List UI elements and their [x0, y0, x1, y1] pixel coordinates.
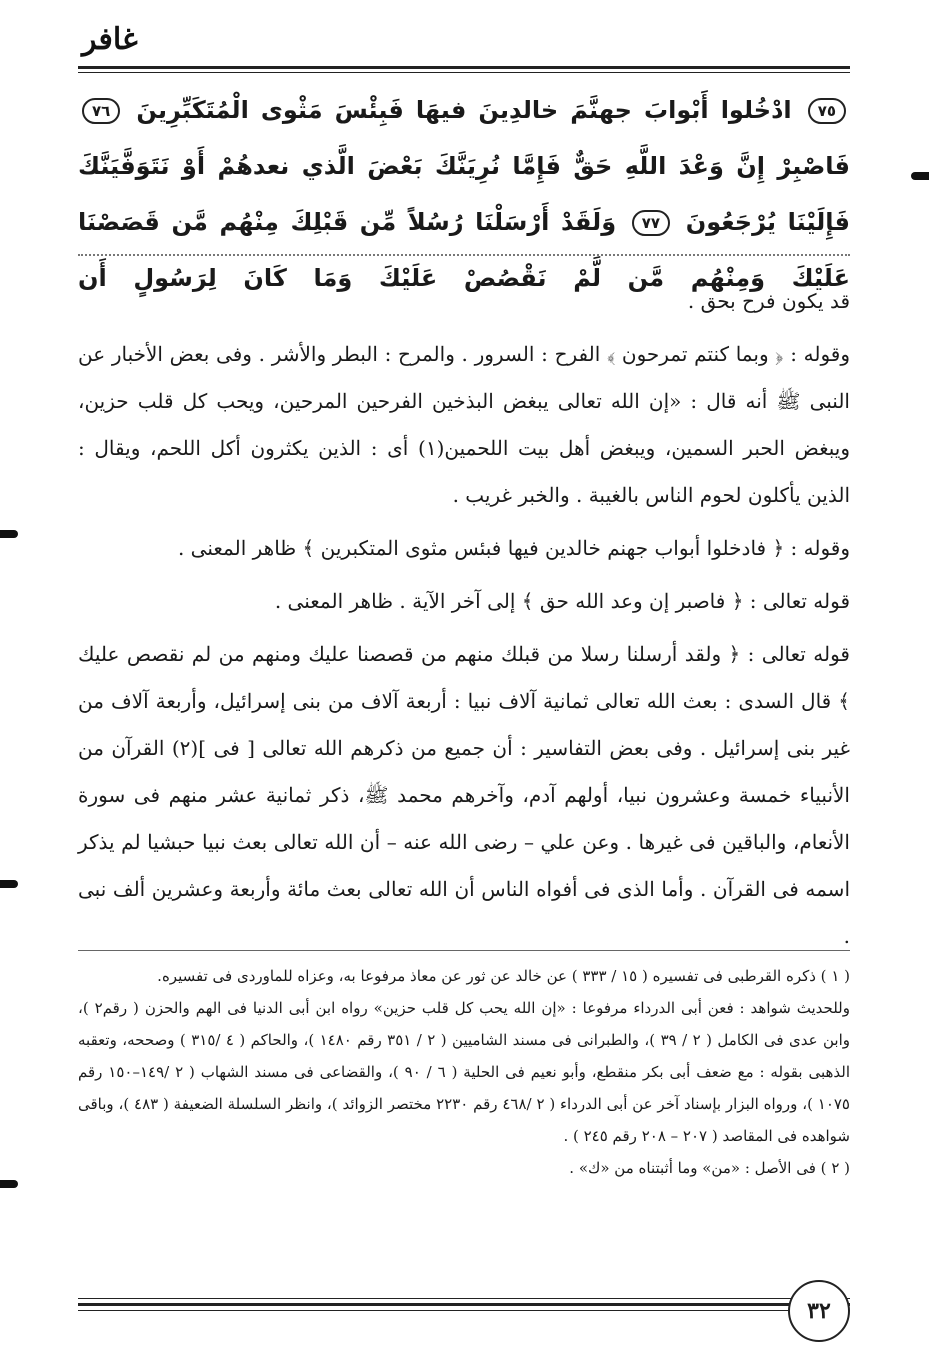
surah-name: غافر — [82, 22, 138, 57]
verse-text: وَلَقَدْ أَرْسَلْنَا رُسُلاً مِّن قَبْلِكَ مِنْهُم مَّن قَصَصْنَا عَلَيْكَ وَمِنْهُم مَّن لَّمْ نَقْصُصْ عَلَيْكَ وَمَا كَانَ لِرَسُولٍ أَن — [78, 208, 850, 292]
paragraph: قوله تعالى : ﴿ ولقد أرسلنا رسلا من قبلك منهم من قصصنا عليك ومنهم من لم نقصص عليك ﴾ قال السدى : بعث الله تعالى ثمانية آلاف نبيا : أربعة آلاف من بنى إسرائيل، وأربعة آلاف من غير بنى إسرائيل . وفى بعض التفاسير : أن جميع من ذكرهم الله تعالى [ فى ](٢) القرآن من الأنبياء خمسة وعشرون نبيا، أولهم آدم، وآخرهم محمد ﷺ، ذكر ثمانية عشر منهم فى سورة الأنعام، والباقين فى غيرها . وعن علي – رضى الله عنه – أن الله تعالى بعث نبيا حبشيا لم يذكر اسمه فى القرآن . وأما الذى فى أفواه الناس أن الله تعالى بعث مائة وأربعة وعشرين ألف نبى . — [78, 642, 850, 948]
scan-mark — [911, 172, 929, 180]
footnote: ( ٢ ) فى الأصل : «من» وما أثبتناه من «ك» . — [569, 1159, 850, 1177]
header-rule — [78, 66, 850, 69]
scan-mark — [0, 530, 18, 538]
scan-mark — [0, 880, 18, 888]
scan-mark — [0, 1180, 18, 1188]
paragraph: قوله تعالى : ﴿ فاصبر إن وعد الله حق ﴾ إلى آخر الآية . ظاهر المعنى . — [274, 589, 850, 613]
paragraph: قد يكون فرح بحق . — [687, 289, 850, 313]
aya-number-marker: ٧٧ — [632, 210, 670, 236]
tafsir-body — [78, 278, 850, 960]
footer-rule — [78, 1303, 850, 1306]
paragraph: وقوله : ﴿ فادخلوا أبواب جهنم خالدين فيها فبئس مثوى المتكبرين ﴾ ظاهر المعنى . — [177, 536, 850, 560]
footer-rule-thin — [78, 1298, 850, 1299]
footnote: ( ١ ) ذكره القرطبى فى تفسيره ( ١٥ / ٣٣٣ ) عن خالد عن ثور عن معاذ مرفوعا به، وعزاه للماوردى فى تفسيره. — [157, 967, 850, 985]
paragraph: وقوله : ﴿ وبما كنتم تمرحون ﴾ الفرح : السرور . والمرح : البطر والأشر . وفى بعض الأخبار عن النبى ﷺ أنه قال : «إن الله تعالى يبغض البذخين الفرحين المرحين، ويحب كل قلب حزين، ويبغض الحبر السمين، ويبغض أهل بيت اللحمين(١) أى : الذين يكثرون أكل اللحم، ويقال : الذين يأكلون لحوم الناس بالغيبة . والخبر غريب . — [78, 342, 850, 507]
verse-separator — [78, 254, 850, 256]
footnote: وللحديث شواهد : فعن أبى الدرداء مرفوعا : «إن الله يحب كل قلب حزين» رواه ابن أبى الدنيا فى الهم والحزن ( رقم٢ )، وابن عدى فى الكامل ( ٢ / ٣٩ )، والطبرانى فى مسند الشاميين ( ٢ / ٣٥١ رقم ١٤٨٠ )، والحاكم ( ٤ /٣١٥ ) وصححه، وتعقبه الذهبى بقوله : مع ضعف أبى بكر منقطع، وأبو نعيم فى الحلية ( ٦ / ٩٠ )، والقضاعى فى مسند الشهاب ( ٢ /١٤٩–١٥٠ رقم ١٠٧٥ )، ورواه البزار بإسناد آخر عن أبى الدرداء ( ٢ /٤٦٨ رقم ٢٢٣٠ مختصر الزوائد )، وانظر السلسلة الضعيفة ( ٤٨٣ )، وباقى شواهده فى المقاصد ( ٢٠٧ – ٢٠٨ رقم ٢٤٥ ) . — [78, 999, 850, 1145]
verse-text: ادْخُلوا أَبْوابَ جهنَّمَ خالدِينَ فيهَا فَبِئْسَ مَثْوى الْمُتَكَبِّرِينَ — [136, 96, 792, 124]
verse-text: فَاصْبِرْ إِنَّ وَعْدَ اللَّهِ حَقٌّ فَإِمَّا نُرِيَنَّكَ بَعْضَ الَّذي نعدهُمْ أَوْ نَتَوَفَّيَنَّكَ فَإِلَيْنَا يُرْجَعُونَ — [78, 152, 851, 236]
quran-verses — [78, 82, 850, 306]
footer-rule-thin — [78, 1310, 850, 1311]
page-number: ٣٢ — [788, 1280, 850, 1342]
footnote-separator — [78, 950, 850, 951]
aya-number-marker: ٧٥ — [808, 98, 846, 124]
aya-number-marker: ٧٦ — [82, 98, 120, 124]
footnotes — [78, 960, 850, 1184]
header-rule-thin — [78, 72, 850, 73]
